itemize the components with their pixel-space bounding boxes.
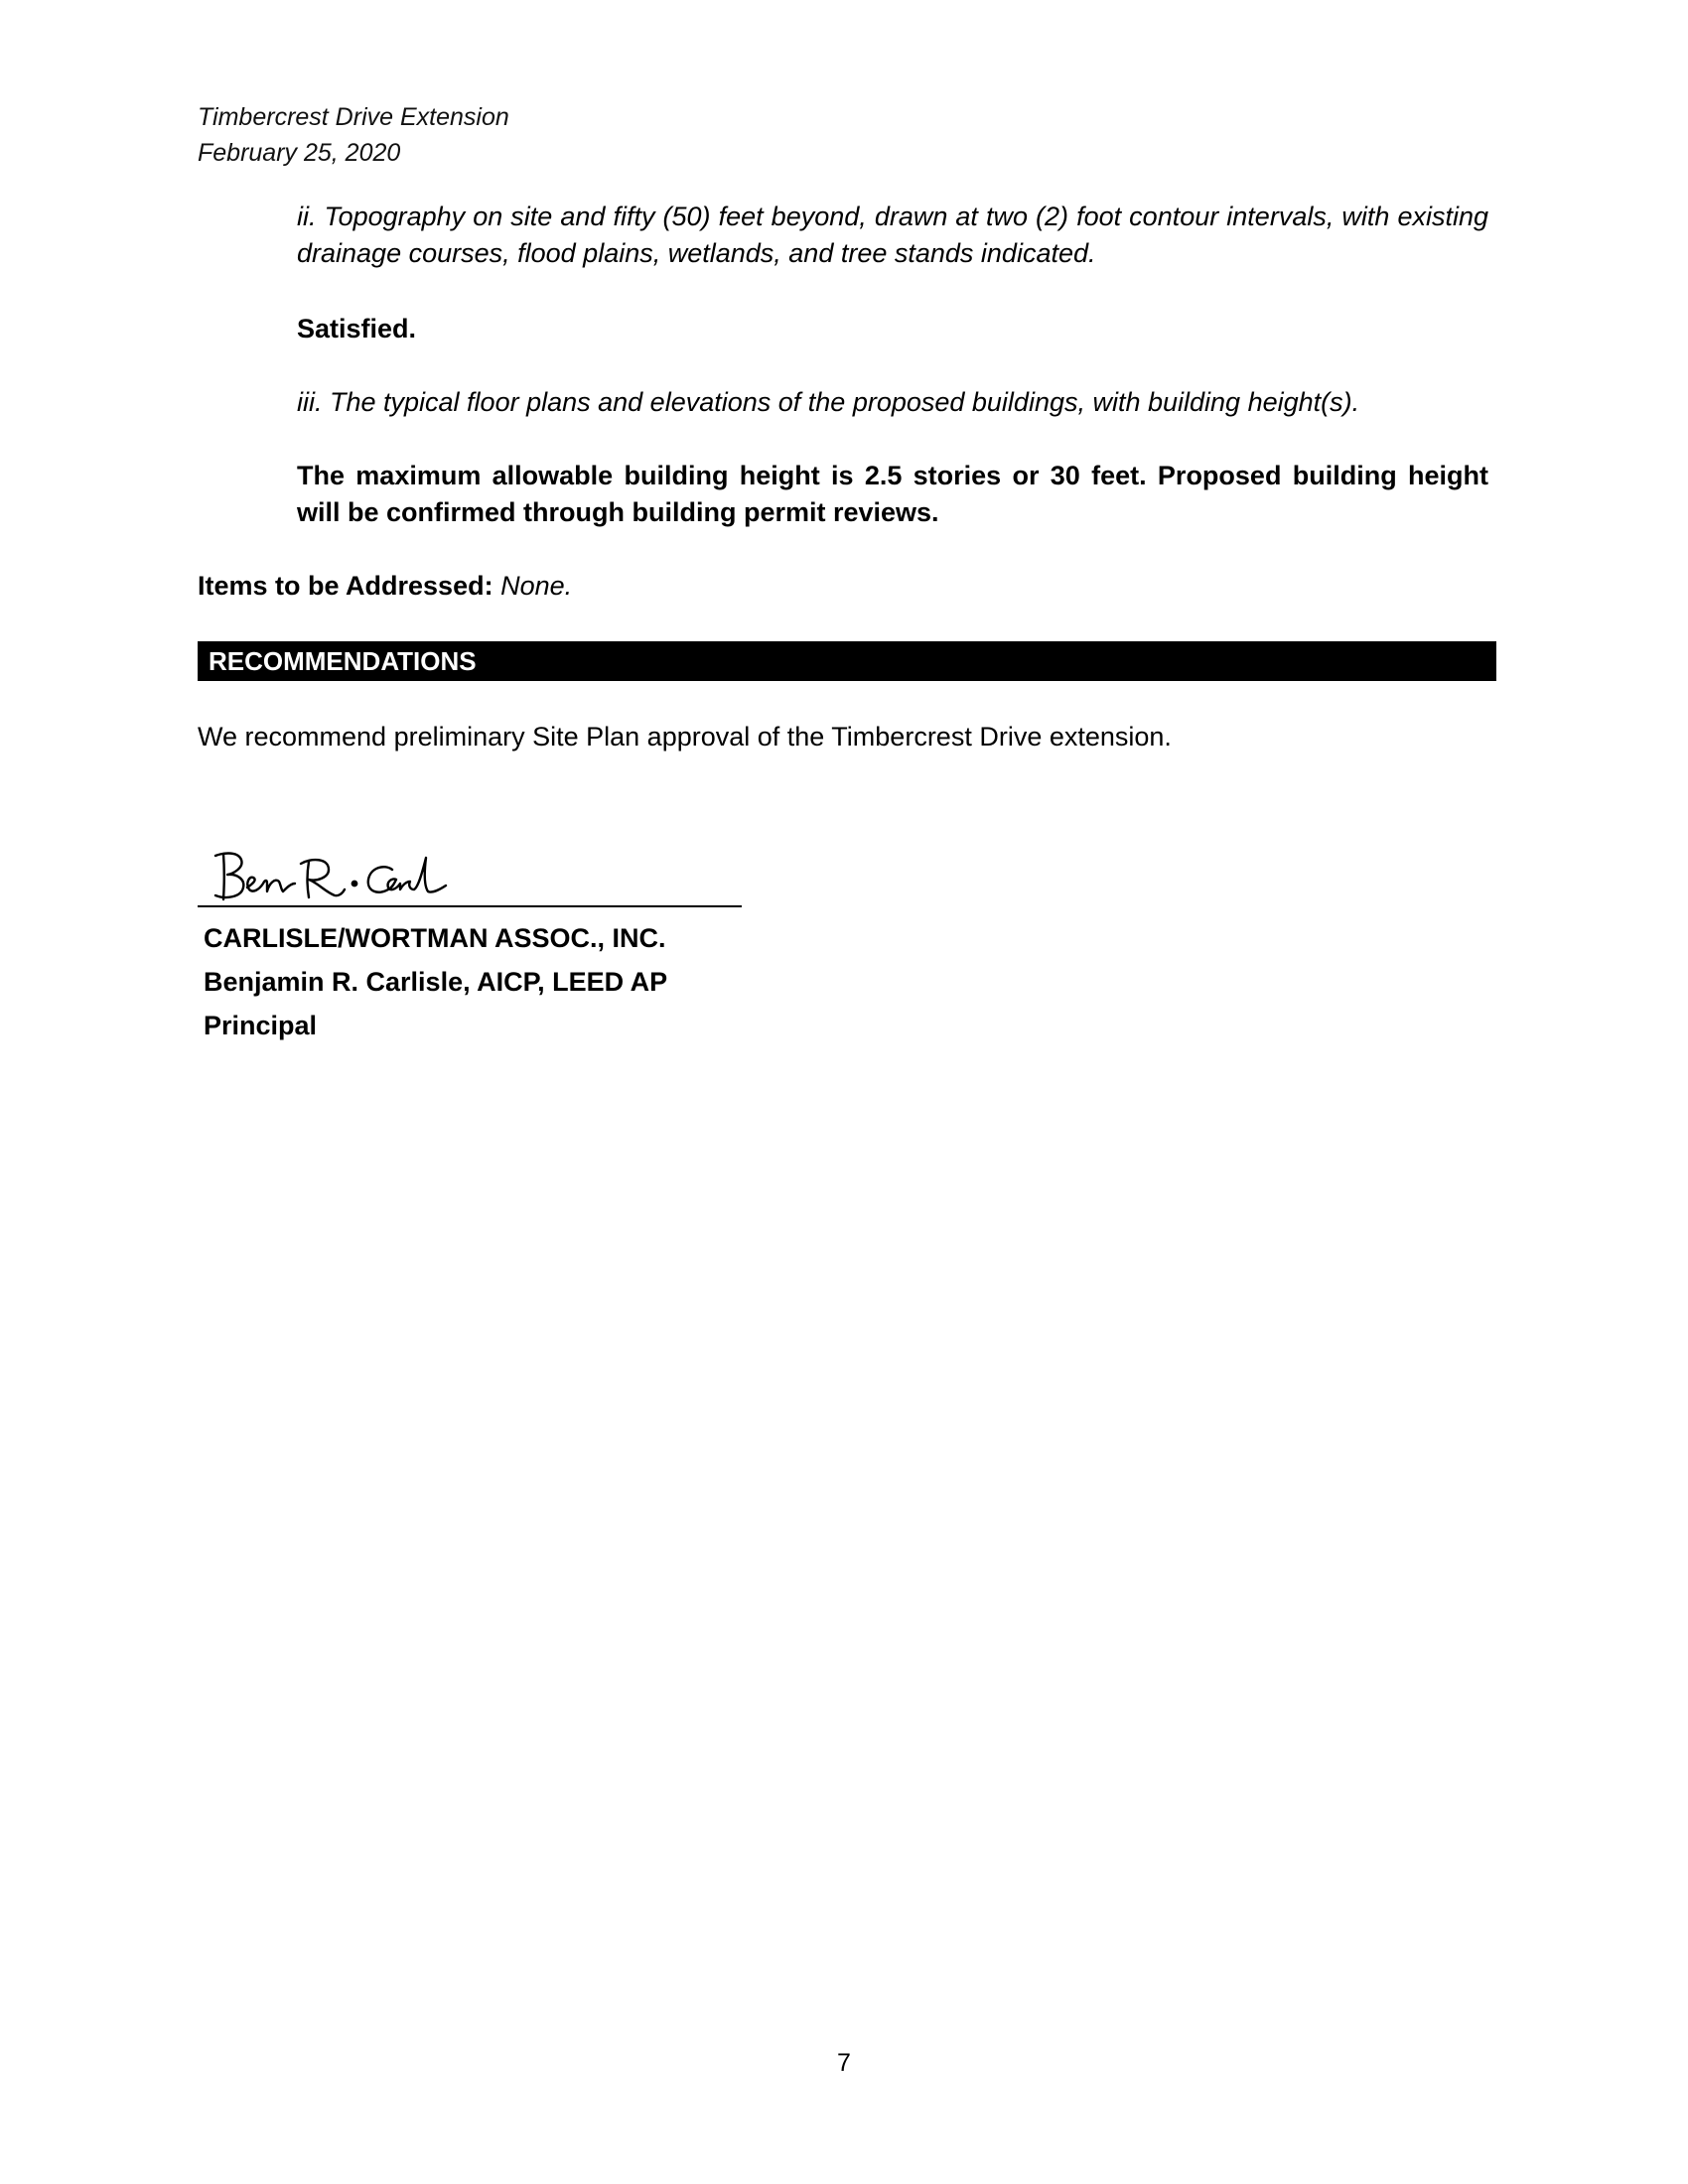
signer-firm: CARLISLE/WORTMAN ASSOC., INC. xyxy=(204,923,666,953)
signer-title: Principal xyxy=(204,1011,318,1040)
document-header xyxy=(198,99,509,171)
document-date: February 25, 2020 xyxy=(198,139,401,167)
handwritten-signature xyxy=(198,844,754,913)
recommendations-text: We recommend preliminary Site Plan approval of the Timbercrest Drive extension. xyxy=(198,722,1172,751)
criterion-item-iii: iii. The typical floor plans and elevations of the proposed buildings, with building height(s). xyxy=(297,387,1360,417)
signer-name: Benjamin R. Carlisle, AICP, LEED AP xyxy=(204,967,668,997)
page-number: 7 xyxy=(837,2049,851,2077)
criterion-item-ii: ii. Topography on site and fifty (50) feet beyond, drawn at two (2) foot contour intervals, with existing drainage courses, flood plains, wetlands, and tree stands indicated. xyxy=(297,202,1488,268)
signature-line xyxy=(198,905,742,907)
recommendations-heading: RECOMMENDATIONS xyxy=(209,646,477,676)
criterion-item-iii-response: The maximum allowable building height is 2.5 stories or 30 feet. Proposed building height will be confirmed through building permit reviews. xyxy=(297,461,1488,527)
document-title: Timbercrest Drive Extension xyxy=(198,103,509,131)
items-to-be-addressed xyxy=(198,568,572,605)
recommendations-heading-bar xyxy=(198,641,1496,681)
items-to-be-addressed-label: Items to be Addressed: xyxy=(198,571,493,601)
signature-block xyxy=(204,916,667,1047)
criterion-item-ii-response: Satisfied. xyxy=(297,314,417,343)
items-to-be-addressed-value: None. xyxy=(500,571,573,601)
